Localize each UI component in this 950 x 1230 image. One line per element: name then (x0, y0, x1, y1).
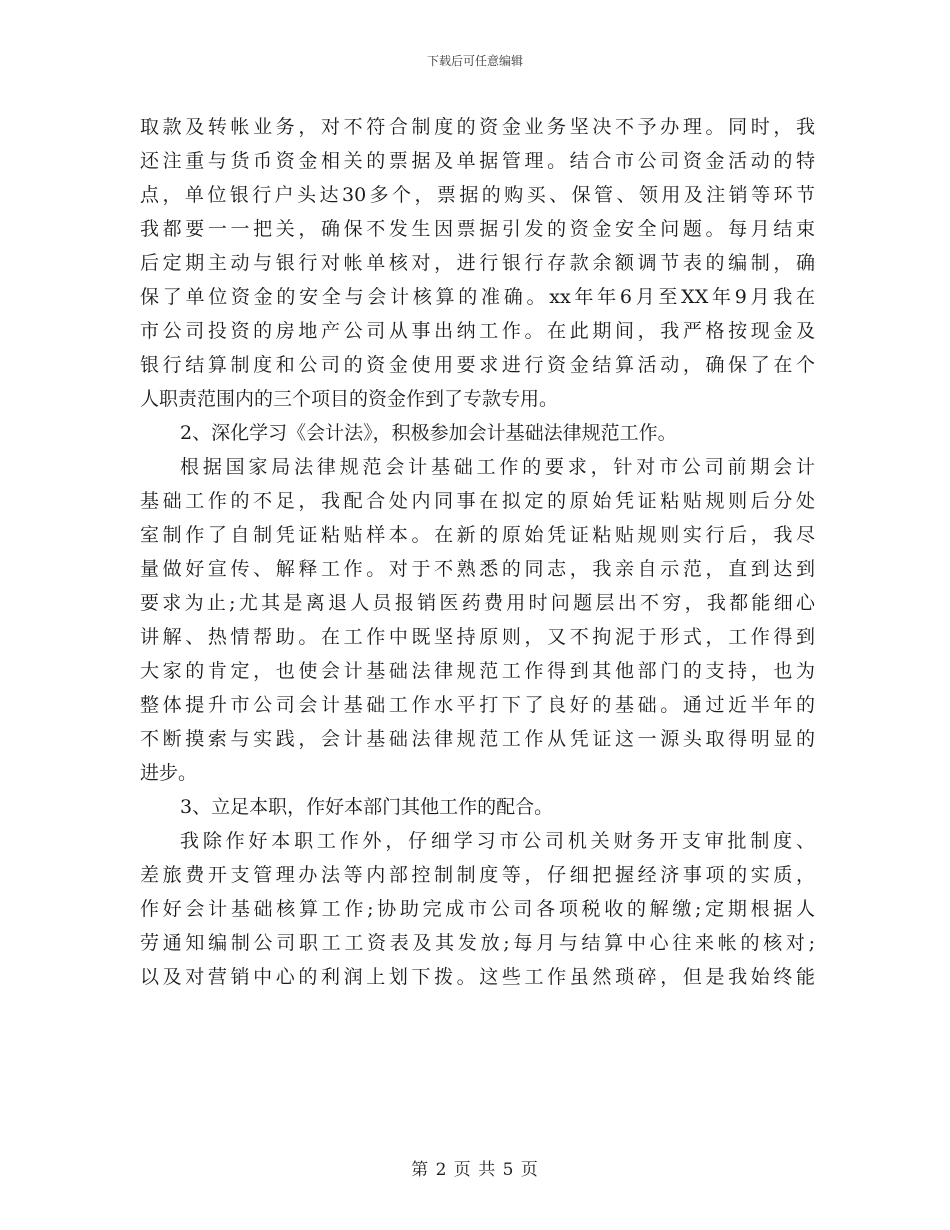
text-line: 室制作了自制凭证粘贴样本。在新的原始凭证粘贴规则实行后，我尽 (140, 524, 815, 546)
text-line: 点，单位银行户头达30多个，票据的购买、保管、领用及注销等环节 (140, 184, 815, 206)
text-line: 我都要一一把关，确保不发生因票据引发的资金安全问题。每月结束 (140, 218, 815, 240)
text-line: 量做好宣传、解释工作。对于不熟悉的同志，我亲自示范，直到达到 (140, 558, 815, 580)
text-line: 保了单位资金的安全与会计核算的准确。xx年年6月至XX年9月我在 (140, 286, 815, 308)
text-line: 进步。 (140, 762, 198, 784)
text-line: 以及对营销中心的利润上划下拨。这些工作虽然琐碎，但是我始终能 (140, 966, 815, 988)
text-line: 还注重与货币资金相关的票据及单据管理。结合市公司资金活动的特 (140, 150, 815, 172)
header-note: 下载后可任意编辑 (426, 54, 523, 68)
page-number: 第 2 页 共 5 页 (411, 1160, 539, 1180)
text-line: 要求为止;尤其是离退人员报销医药费用时问题层出不穷，我都能细心 (140, 592, 815, 614)
text-line: 根据国家局法律规范会计基础工作的要求，针对市公司前期会计 (180, 456, 815, 478)
text-line: 不断摸索与实践，会计基础法律规范工作从凭证这一源头取得明显的 (140, 728, 815, 750)
text-line: 后定期主动与银行对帐单核对，进行银行存款余额调节表的编制，确 (140, 252, 815, 274)
text-line: 人职责范围内的三个项目的资金作到了专款专用。 (140, 388, 559, 410)
section-heading: 3、立足本职，作好本部门其他工作的配合。 (180, 796, 554, 818)
text-line: 银行结算制度和公司的资金使用要求进行资金结算活动，确保了在个 (140, 354, 815, 376)
text-line: 劳通知编制公司职工工资表及其发放;每月与结算中心往来帐的核对; (140, 932, 815, 954)
text-line: 我除作好本职工作外，仔细学习市公司机关财务开支审批制度、 (180, 830, 815, 852)
text-line: 整体提升市公司会计基础工作水平打下了良好的基础。通过近半年的 (140, 694, 815, 716)
section-heading: 2、深化学习《会计法》，积极参加会计基础法律规范工作。 (180, 422, 677, 444)
text-line: 作好会计基础核算工作;协助完成市公司各项税收的解缴;定期根据人 (140, 898, 815, 920)
document-body (140, 110, 815, 994)
text-line: 基础工作的不足，我配合处内同事在拟定的原始凭证粘贴规则后分处 (140, 490, 815, 512)
text-line: 讲解、热情帮助。在工作中既坚持原则，又不拘泥于形式，工作得到 (140, 626, 815, 648)
text-line: 取款及转帐业务，对不符合制度的资金业务坚决不予办理。同时，我 (140, 116, 815, 138)
text-line: 差旅费开支管理办法等内部控制制度等，仔细把握经济事项的实质， (140, 864, 815, 886)
text-line: 大家的肯定，也使会计基础法律规范工作得到其他部门的支持，也为 (140, 660, 815, 682)
text-line: 市公司投资的房地产公司从事出纳工作。在此期间，我严格按现金及 (140, 320, 815, 342)
